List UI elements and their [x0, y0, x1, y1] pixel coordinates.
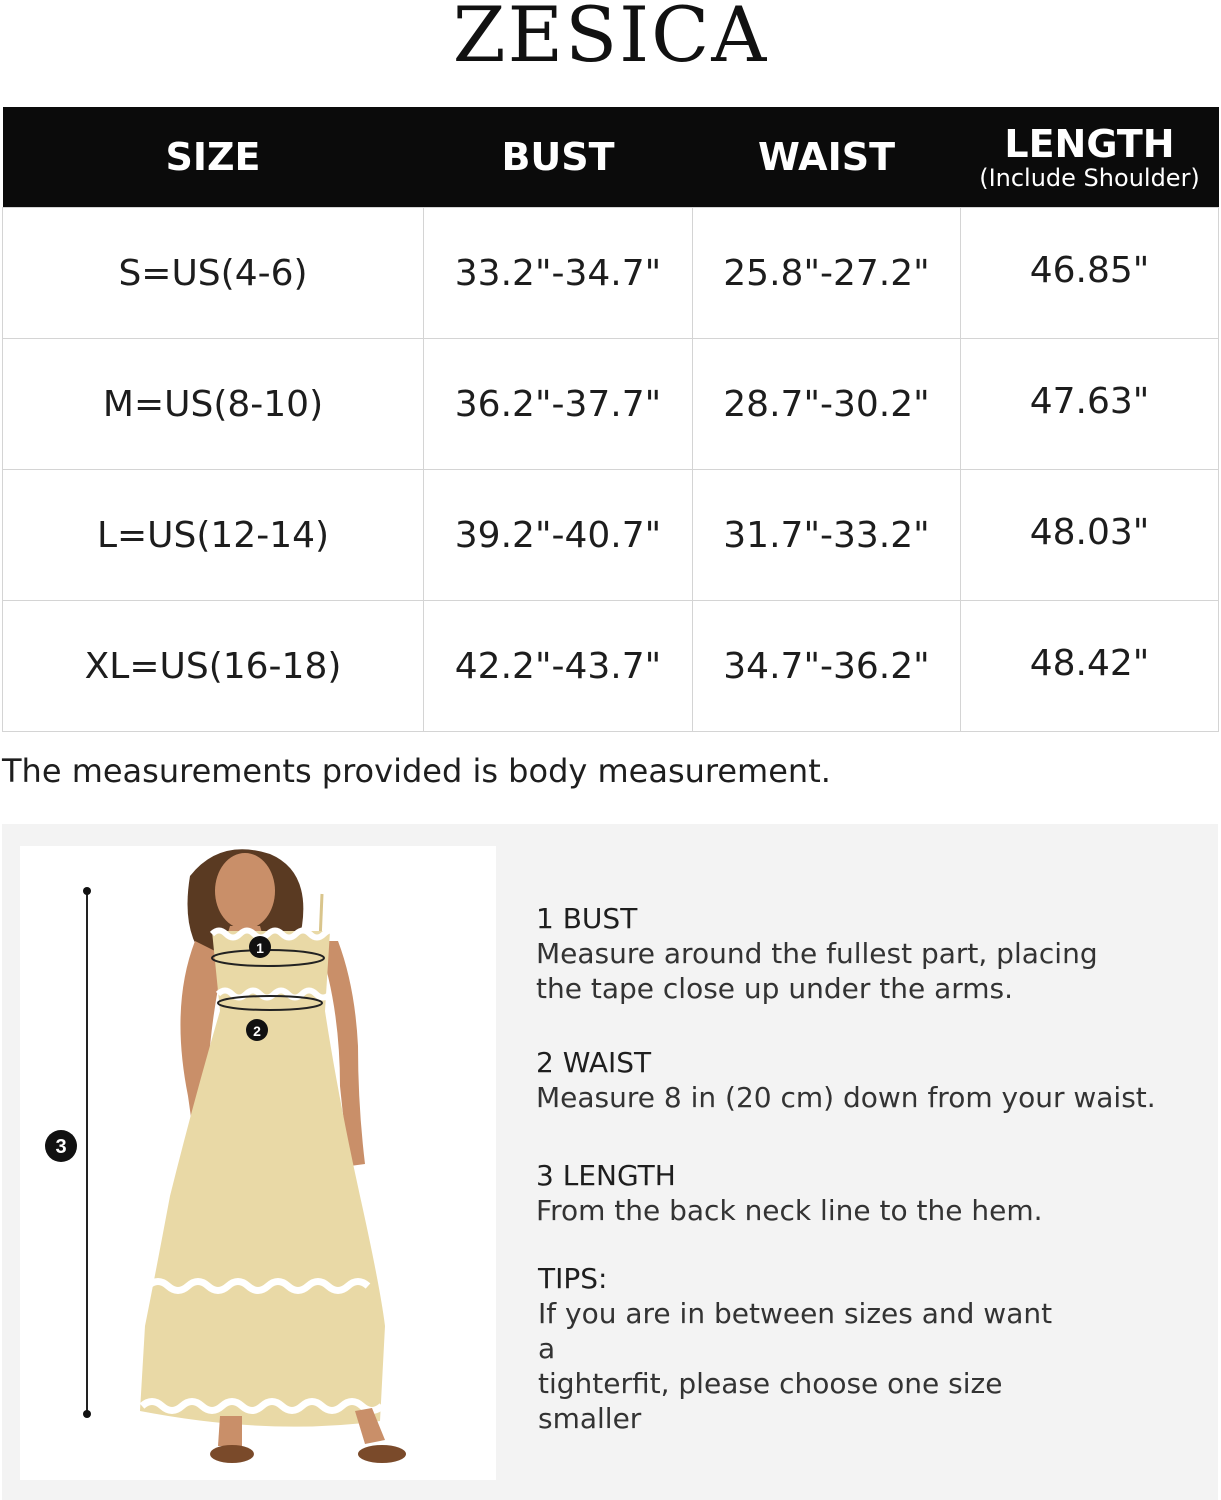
measurement-guide-panel — [2, 824, 1218, 1500]
marker-2-icon — [246, 1019, 268, 1041]
header-bust: BUST — [424, 107, 693, 208]
header-waist: WAIST — [693, 107, 961, 208]
cell-length: 48.42" — [961, 601, 1219, 732]
length-guide-top-dot — [83, 887, 91, 895]
cell-bust: 39.2"-40.7" — [424, 470, 693, 601]
length-guide-bottom-dot — [83, 1410, 91, 1418]
header-length — [961, 107, 1219, 208]
cell-waist: 34.7"-36.2" — [693, 601, 961, 732]
guide-tips-line: If you are in between sizes and want a — [538, 1297, 1053, 1365]
guide-waist-title: 2 WAIST — [536, 1046, 652, 1079]
cell-bust: 42.2"-43.7" — [424, 601, 693, 732]
guide-tips — [538, 1262, 1078, 1436]
guide-length — [536, 1159, 1196, 1228]
cell-size: S=US(4-6) — [3, 208, 424, 339]
size-chart-table — [2, 107, 1219, 732]
header-length-label: LENGTH — [1004, 122, 1175, 166]
guide-tips-line: tighterfit, please choose one size — [538, 1367, 1003, 1400]
right-leg-shape — [355, 1408, 385, 1444]
guide-bust-title: 1 BUST — [536, 902, 638, 935]
guide-waist-line: Measure 8 in (20 cm) down from your waist. — [536, 1081, 1156, 1114]
guide-tips-line: smaller — [538, 1402, 642, 1435]
svg-text:1: 1 — [256, 940, 264, 956]
guide-length-line: From the back neck line to the hem. — [536, 1194, 1043, 1227]
cell-bust: 33.2"-34.7" — [424, 208, 693, 339]
table-row — [3, 208, 1219, 339]
brand-logo: ZESICA — [452, 0, 769, 79]
measurement-note: The measurements provided is body measurement. — [2, 752, 831, 790]
cell-length: 48.03" — [961, 470, 1219, 601]
cell-size: L=US(12-14) — [3, 470, 424, 601]
cell-waist: 28.7"-30.2" — [693, 339, 961, 470]
header-length-note: (Include Shoulder) — [979, 164, 1200, 192]
left-sandal-shape — [210, 1445, 254, 1463]
guide-bust — [536, 902, 1196, 1006]
cell-waist: 25.8"-27.2" — [693, 208, 961, 339]
guide-bust-line: Measure around the fullest part, placing — [536, 937, 1098, 970]
left-leg-shape — [218, 1416, 242, 1446]
dress-figure — [20, 846, 496, 1480]
table-row — [3, 601, 1219, 732]
cell-bust: 36.2"-37.7" — [424, 339, 693, 470]
marker-3-icon — [45, 1130, 77, 1162]
guide-bust-line: the tape close up under the arms. — [536, 972, 1014, 1005]
right-sandal-shape — [358, 1445, 406, 1463]
guide-length-title: 3 LENGTH — [536, 1159, 676, 1192]
guide-waist — [536, 1046, 1196, 1115]
svg-text:2: 2 — [253, 1023, 261, 1039]
cell-length: 46.85" — [961, 208, 1219, 339]
cell-size: M=US(8-10) — [3, 339, 424, 470]
marker-1-icon — [249, 936, 271, 958]
cell-waist: 31.7"-33.2" — [693, 470, 961, 601]
cell-size: XL=US(16-18) — [3, 601, 424, 732]
dress-illustration — [20, 846, 496, 1480]
guide-tips-title: TIPS: — [538, 1262, 608, 1295]
svg-text:3: 3 — [55, 1136, 67, 1158]
face-shape — [215, 853, 275, 929]
table-header-row — [3, 107, 1219, 208]
header-size: SIZE — [3, 107, 424, 208]
table-row — [3, 470, 1219, 601]
table-row — [3, 339, 1219, 470]
cell-length: 47.63" — [961, 339, 1219, 470]
